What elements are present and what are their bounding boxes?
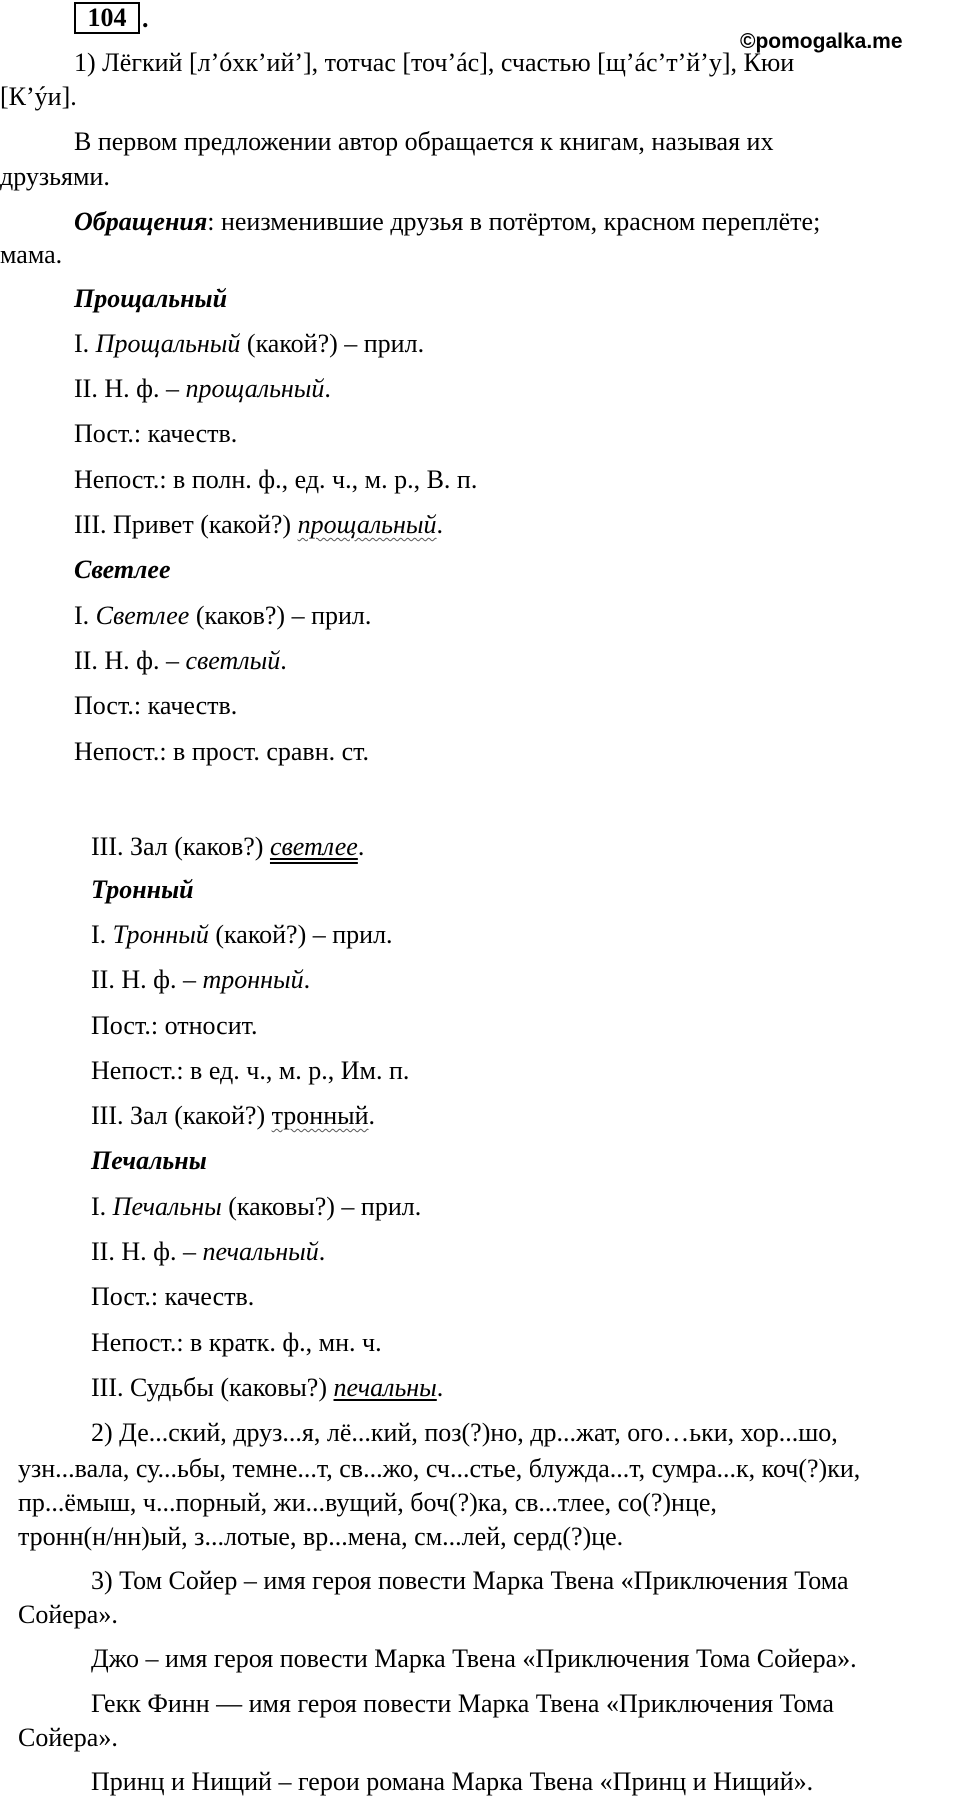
parse1-iii: III. Привет (какой?) прощальный. <box>74 510 444 539</box>
parse2-ii: II. Н. ф. – светлый. <box>74 646 287 675</box>
appeals-label: Обращения <box>74 207 208 236</box>
parse4-iii: III. Судьбы (каковы?) печальны. <box>91 1373 444 1402</box>
parse1-ii: II. Н. ф. – прощальный. <box>74 374 331 403</box>
parse4-title: Печальны <box>91 1146 207 1175</box>
parse2-iii: III. Зал (каков?) светлее. <box>91 832 365 861</box>
parse2-post: Пост.: качеств. <box>74 691 238 720</box>
part3-p2: Джо – имя героя повести Марка Твена «Приключения Тома Сойера». <box>91 1644 857 1673</box>
parse1-iii-word: прощальный <box>297 510 437 539</box>
exercise-number-dot: . <box>142 4 149 33</box>
appeals-line <box>74 207 820 237</box>
parse4-post: Пост.: качеств. <box>91 1282 255 1311</box>
parse2-iii-word: светлее <box>269 832 358 861</box>
parse4-iii-word: печальны <box>333 1373 437 1402</box>
parse2-i: I. Светлее (каков?) – прил. <box>74 601 372 630</box>
part3-p1-line1: 3) Том Сойер – имя героя повести Марка Твена «Приключения Тома <box>91 1566 849 1595</box>
watermark: ©pomogalka.me <box>740 30 903 53</box>
parse1-i: I. Прощальный (какой?) – прил. <box>74 329 425 358</box>
part1-line1: 1) Лёгкий [л’óхк’ий’], тотчас [точ’áс], счастью [щ’áс’т’й’у], Кюи <box>74 48 795 77</box>
part3-p1-line2: Сойера». <box>18 1600 118 1629</box>
parse3-nepost: Непост.: в ед. ч., м. р., Им. п. <box>91 1056 410 1085</box>
parse3-i: I. Тронный (какой?) – прил. <box>91 920 393 949</box>
parse1-post: Пост.: качеств. <box>74 419 238 448</box>
parse3-iii-word: тронный <box>271 1101 369 1130</box>
parse3-title: Тронный <box>91 875 194 904</box>
parse4-nepost: Непост.: в кратк. ф., мн. ч. <box>91 1328 382 1357</box>
part2-line3: пр...ёмыш, ч...порный, жи...вущий, боч(?)ка, св...тлее, со(?)нце, <box>18 1488 717 1517</box>
appeals-line2: мама. <box>0 240 63 269</box>
part1-line2: [К’ýи]. <box>0 82 77 111</box>
part1-p2-line2: друзьями. <box>0 162 110 191</box>
parse3-ii: II. Н. ф. – тронный. <box>91 965 311 994</box>
part3-p4: Принц и Нищий – герои романа Марка Твена «Принц и Нищий». <box>91 1767 814 1796</box>
parse1-title: Прощальный <box>74 284 228 313</box>
parse4-ii: II. Н. ф. – печальный. <box>91 1237 326 1266</box>
parse4-i: I. Печальны (каковы?) – прил. <box>91 1192 422 1221</box>
part1-p2-line1: В первом предложении автор обращается к книгам, называя их <box>74 127 774 156</box>
exercise-number: 104 <box>74 2 140 34</box>
part2-line4: тронн(н/нн)ый, з...лотые, вр...мена, см...лей, серд(?)це. <box>18 1522 624 1551</box>
part2-line2: узн...вала, су...ьбы, темне...т, св...жо, сч...стье, блужда...т, сумра...к, коч(?)ки, <box>18 1454 861 1483</box>
parse3-post: Пост.: относит. <box>91 1011 258 1040</box>
part3-p3-line2: Сойера». <box>18 1723 118 1752</box>
part2-line1: 2) Де...ский, друз...я, лё...кий, поз(?)но, др...жат, ого…ьки, хор...шо, <box>91 1418 838 1447</box>
parse1-nepost: Непост.: в полн. ф., ед. ч., м. р., В. п. <box>74 465 478 494</box>
parse2-title: Светлее <box>74 555 171 584</box>
part3-p3-line1: Гекк Финн — имя героя повести Марка Твена «Приключения Тома <box>91 1689 834 1718</box>
parse3-iii: III. Зал (какой?) тронный. <box>91 1101 375 1130</box>
appeals-text: : неизменившие друзья в потёртом, красном переплёте; <box>207 207 821 236</box>
parse2-nepost: Непост.: в прост. сравн. ст. <box>74 737 370 766</box>
